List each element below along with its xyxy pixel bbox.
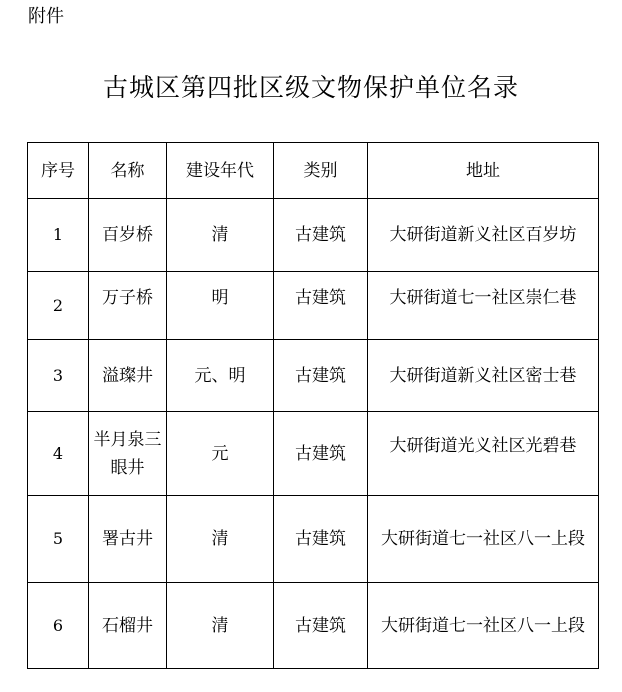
row-era-text: 明 [211,287,229,308]
row-era: 清 [167,496,274,583]
table-header-row [28,143,599,199]
row-era [167,272,274,340]
row-category: 古建筑 [274,412,368,496]
row-name [89,272,167,340]
row-index: 5 [28,496,89,583]
header-name: 名称 [89,143,167,199]
document-title: 古城区第四批区级文物保护单位名录 [102,73,519,102]
row-index: 1 [28,199,89,272]
attachment-label: 附件 [28,6,64,27]
row-category [274,272,368,340]
header-index: 序号 [28,143,89,199]
row-address: 大研街道七一社区八一上段 [368,583,599,669]
table-row [28,199,599,272]
row-index: 6 [28,583,89,669]
row-category: 古建筑 [274,496,368,583]
row-name: 署古井 [89,496,167,583]
row-index: 4 [28,412,89,496]
row-category: 古建筑 [274,583,368,669]
row-address: 大研街道新义社区密士巷 [368,340,599,412]
row-index: 2 [28,272,89,340]
row-address-text: 大研街道七一社区崇仁巷 [389,287,577,308]
row-era: 清 [167,583,274,669]
row-era: 元、明 [167,340,274,412]
row-name: 半月泉三眼井 [89,412,167,496]
row-address-text: 大研街道光义社区光碧巷 [389,435,577,456]
row-address: 大研街道新义社区百岁坊 [368,199,599,272]
row-name-text: 万子桥 [102,287,153,308]
table-row [28,583,599,669]
table-row [28,496,599,583]
row-category-text: 古建筑 [295,287,346,308]
row-category: 古建筑 [274,199,368,272]
header-address: 地址 [368,143,599,199]
header-category: 类别 [274,143,368,199]
table-row [28,272,599,340]
row-address [368,272,599,340]
row-address: 大研街道七一社区八一上段 [368,496,599,583]
row-category: 古建筑 [274,340,368,412]
header-era: 建设年代 [167,143,274,199]
row-name: 百岁桥 [89,199,167,272]
table-row [28,340,599,412]
row-name: 溢璨井 [89,340,167,412]
row-era: 元 [167,412,274,496]
row-era: 清 [167,199,274,272]
heritage-registry-table [27,142,599,669]
table-row [28,412,599,496]
row-name: 石榴井 [89,583,167,669]
row-address [368,412,599,496]
row-index: 3 [28,340,89,412]
